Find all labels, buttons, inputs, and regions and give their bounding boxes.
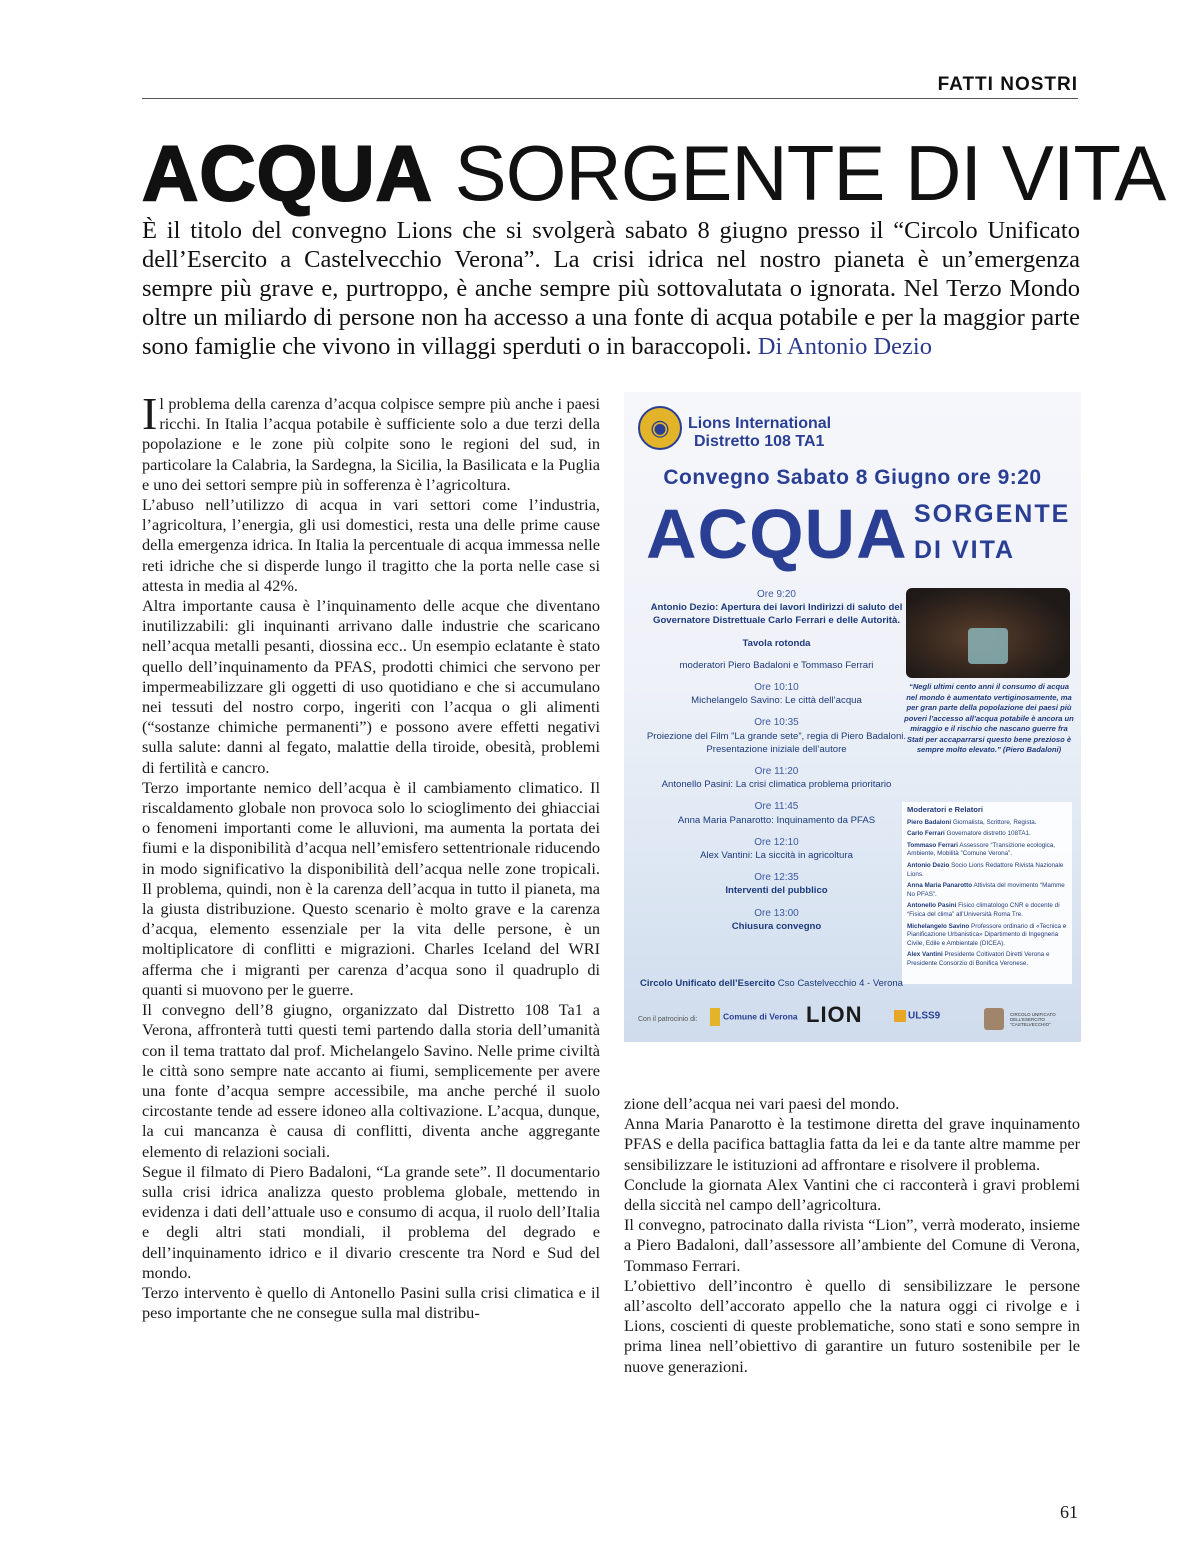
schedule-item: Tavola rotonda: [742, 637, 811, 649]
schedule-item: Ore 12:10 Alex Vantini: La siccità in agricoltura: [700, 836, 853, 862]
circolo-logo-text: CIRCOLO UNIFICATO DELL’ESERCITO “CASTELVECCHIO”: [1010, 1012, 1056, 1027]
schedule-item: Ore 11:20 Antonello Pasini: La crisi climatica problema prioritario: [661, 766, 892, 791]
lions-logo-icon: ◉: [638, 406, 682, 450]
poster-subtitle-2: DI VITA: [914, 536, 1016, 564]
moderator-entry: Anna Maria Panarotto Attivista del movimento “Mamme No PFAS”.: [907, 882, 1065, 898]
poster-venue: Circolo Unificato dell’Esercito Cso Castelvecchio 4 - Verona: [640, 978, 903, 989]
section-tag: FATTI NOSTRI: [937, 74, 1078, 95]
body-paragraph: L’abuso nell’utilizzo di acqua in vari settori come l’industria, l’agricoltura, l’energia, gli usi domestici, resta una delle prime cause della emergenza idrica. In Italia la percentuale di acqua immessa nelle reti idriche che si disperde lungo il tragitto che la porta nelle case si attesta in media al 42%.: [142, 495, 600, 595]
schedule-item: Ore 11:45 Anna Maria Panarotto: Inquinamento da PFAS: [677, 801, 876, 826]
moderator-entry: Antonio Dezio Socio Lions Redattore Rivista Nazionale Lions.: [907, 861, 1064, 878]
schedule-item: Ore 12:35 Interventi del pubblico: [725, 872, 828, 897]
poster-schedule: [624, 588, 929, 942]
drop-cap: I: [142, 388, 158, 439]
body-paragraph: Segue il filmato di Piero Badaloni, “La grande sete”. Il documentario sulla crisi idrica analizza questo problema globale, mettendo in evidenza i dati dell’attuale uso e consumo di acqua, il ruolo dell’Italia e degli altri stati mondiali, il problema del degrado e dell’inquinamento idrico e il divario crescente tra Nord e Sud del mondo.: [142, 1161, 600, 1282]
moderators-list: [907, 806, 1069, 972]
event-poster: [624, 392, 1081, 1042]
body-paragraph: Il convegno dell’8 giugno, organizzato dal Distretto 108 Ta1 a Verona, affronterà tutti questi temi partendo dalla storia dell’umanità con il tema trattato dal prof. Michelangelo Savino. Nelle prime civiltà le città sono sempre nate accanto ai fiumi, semplicemente per avere una fonte d’acqua sempre accessibile, ma anche perché il suolo circostante tende ad essere idoneo alla coltivazione. L’acqua, dunque, la cui mancanza è causa di conflitti, diventa anche aggregante elemento di relazioni sociali.: [142, 1000, 600, 1161]
body-paragraph: zione dell’acqua nei vari paesi del mondo.: [624, 1094, 900, 1113]
cup-icon: [968, 628, 1008, 664]
body-paragraph: Il problema della carenza d’acqua colpisce sempre più anche i paesi ricchi. In Italia l’acqua potabile è sufficiente solo a due terzi della popolazione e le zone più colpite sono le regioni del sud, in particolare la Calabria, la Sardegna, la Sicilia, la Basilicata e la Puglia e uno dei settori sempre più in sofferenza è l’agricoltura.: [142, 388, 600, 494]
lion-magazine-logo: LION: [806, 1002, 863, 1027]
poster-title: ACQUA: [646, 495, 908, 573]
patron-logos: [624, 996, 1081, 1042]
schedule-item: Ore 13:00 Chiusura convegno: [731, 907, 822, 932]
body-paragraph: Anna Maria Panarotto è la testimone diretta del grave inquinamento PFAS e della pacifica battaglia fatta da lei e da tante altre mamme per sensibilizzare le istituzioni ad affrontare e risolvere il problema.: [624, 1114, 1080, 1174]
headline-light: SORGENTE DI VITA: [454, 129, 1166, 217]
body-column-right: [624, 1094, 1080, 1377]
poster-org: Lions International Distretto 108 TA1: [688, 415, 832, 450]
poster-subtitle-1: SORGENTE: [914, 500, 1071, 528]
poster-district: Distretto 108 TA1: [694, 433, 825, 450]
patronage-label: Con il patrocinio di:: [638, 1016, 698, 1023]
body-paragraph: Altra importante causa è l’inquinamento delle acque che diventano inutilizzabili: gli inquinanti arrivano dalle industrie che scaricano nell’acqua metalli pesanti, diossina ecc.. Un esempio eclatante è stato quello dell’inquinamento da PFAS, prodotti chimici che servono per impermeabilizzare gli oggetti di uso quotidiano e che si accumulano nei tessuti del nostro corpo, ingeriti con l’acqua o gli alimenti (“sostanze chimiche permanenti”) e possono avere effetti negativi sulla salute: danni al fegato, malattie della tiroide, obesità, problemi di fertilità e cancro.: [142, 596, 600, 777]
body-paragraph: Terzo intervento è quello di Antonello Pasini sulla crisi climatica e il peso importante che ne consegue sulla mal distribu-: [142, 1282, 600, 1323]
schedule-item: moderatori Piero Badaloni e Tommaso Ferrari: [679, 659, 874, 671]
circolo-seal-icon: [984, 1008, 1004, 1030]
body-paragraph: L’obiettivo dell’incontro è quello di sensibilizzare le persone all’ascolto dell’accorato appello che la natura oggi ci rivolge e i Lions, coscienti di queste problematiche, sono stati e sono sempre in prima linea nell’obiettivo di garantire un futuro sostenibile per le nuove generazioni.: [624, 1275, 1080, 1376]
body-paragraph: Terzo importante nemico dell’acqua è il cambiamento climatico. Il riscaldamento globale non provoca solo lo scioglimento dei ghiacciai o fenomeni importanti come le alluvioni, ma aumenta la portata dei fiumi e la disponibilità d’acqua nell’emisfero settentrionale riducendo in modo significativo la disponibilità dell’acqua nelle zone tropicali. Il problema, quindi, non è la carenza dell’acqua in tutto il pianeta, ma la giusta distribuzione. Questo scenario è molto grave e la carenza d’acqua, elemento essenziale per la vita delle persone, è un moltiplicatore di conflitti e migrazioni. Charles Iceland del WRI afferma che i migranti per carenza d’acqua sono il quadruplo di quanti si muovono per le guerre.: [142, 777, 600, 999]
moderator-entry: Piero Badaloni Giornalista, Scrittore, Regista.: [907, 818, 1037, 826]
schedule-item: Ore 10:10 Michelangelo Savino: Le città dell’acqua: [691, 682, 862, 707]
moderator-entry: Tommaso Ferrari Assessore “Transizione ecologica, Ambiente, Mobilità ”Comune Verona”.: [907, 841, 1056, 858]
ulss9-logo: ULSS9: [894, 1010, 940, 1022]
moderator-entry: Carlo Ferrari Governatore distretto 108TA1.: [907, 830, 1031, 838]
body-paragraph: Conclude la giornata Alex Vantini che ci racconterà i gravi problemi della siccità nel campo dell’agricoltura.: [624, 1174, 1080, 1215]
ulss-mark-icon: [894, 1010, 906, 1022]
top-rule: [142, 98, 1078, 99]
body-paragraph: Il convegno, patrocinato dalla rivista “Lion”, verrà moderato, insieme a Piero Badaloni, dall’assessore all’ambiente del Comune di Verona, Tommaso Ferrari.: [624, 1215, 1080, 1275]
poster-address: Cso Castelvecchio 4 - Verona: [777, 978, 903, 989]
headline: [142, 128, 1166, 218]
headline-bold: ACQUA: [142, 129, 433, 217]
comune-verona-logo: Comune di Verona: [710, 1008, 798, 1026]
schedule-item: Ore 10:35 Proiezione del Film ”La grande sete”, regia di Piero Badaloni. Presentazione iniziale dell’autore: [646, 717, 907, 755]
byline: Di Antonio Dezio: [757, 333, 932, 360]
moderators-title: Moderatori e Relatori: [907, 805, 983, 814]
child-drinking-photo: [906, 588, 1070, 678]
page-number: 61: [1060, 1502, 1078, 1522]
moderator-entry: Alex Vantini Presidente Coltivatori Diretti Verona e Presidente Consorzio di Bonifica Veronese.: [907, 951, 1050, 967]
lede: [142, 216, 1080, 361]
body-column-left: [142, 388, 600, 1323]
comune-crest-icon: [710, 1008, 720, 1026]
moderator-entry: Antonello Pasini Fisico climatologo CNR e docente di “Fisica del clima” all’Università Roma Tre.: [907, 902, 1060, 918]
moderator-entry: Michelangelo Savino Professore ordinario di «Tecnica e Pianificazione Urbanistica» Dipartimento di Ingegneria Civile, Edile e Ambientale (DICEA).: [907, 922, 1067, 947]
poster-quote: “Negli ultimi cento anni il consumo di acqua nel mondo è aumentato vertiginosamente, ma per gran parte della popolazione dei paesi più poveri l’accesso all’acqua potabile è ancora un miraggio e il rischio che nascano guerre fra Stati per accaparrarsi questo bene prezioso è sempre molto elevato.” (Piero Badaloni): [904, 682, 1074, 754]
poster-date-line: Convegno Sabato 8 Giugno ore 9:20: [663, 466, 1042, 489]
schedule-item: Ore 9:20 Antonio Dezio: Apertura dei lavori Indirizzi di saluto del Governatore Distrettuale Carlo Ferrari e delle Autorità.: [650, 589, 903, 627]
lede-text: È il titolo del convegno Lions che si svolgerà sabato 8 giugno presso il “Circolo Unificato dell’Esercito a Castelvecchio Verona”. La crisi idrica nel nostro pianeta è un’emergenza sempre più grave e, purtroppo, è anche sempre più sottovalutata o ignorata. Nel Terzo Mondo oltre un miliardo di persone non ha accesso a una fonte di acqua potabile e per la maggior parte sono famiglie che vivono in villaggi sperduti o in baraccopoli.: [142, 217, 1080, 360]
